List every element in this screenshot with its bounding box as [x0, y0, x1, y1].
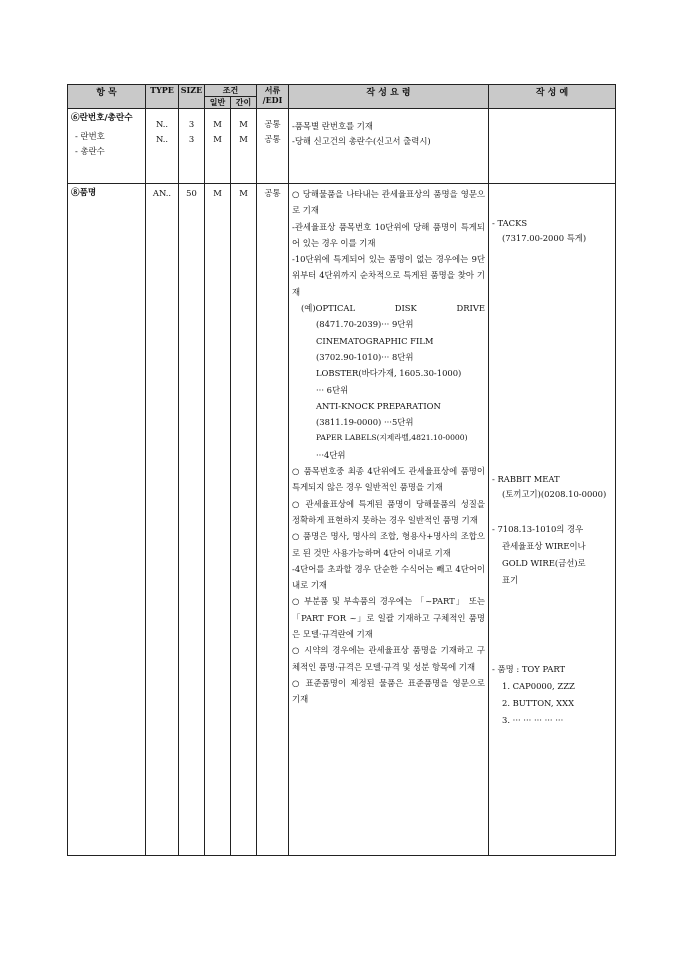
header-condition: 조건 [205, 85, 257, 97]
type-value: N.. [155, 134, 169, 144]
header-type: TYPE [146, 85, 179, 109]
example-tacks [492, 216, 586, 246]
guide-bullet: ○ 당해물품을 나타내는 관세율표상의 품명을 영문으로 기재 [292, 189, 485, 216]
header-doc: 서류 /EDI [257, 85, 289, 109]
table-row [68, 184, 616, 856]
guide-line: -4단어를 초과할 경우 단순한 수식어는 빼고 4단어이내로 기재 [292, 563, 485, 591]
header-guide: 작 성 요 령 [289, 85, 489, 109]
guide-line: -품목별 란번호를 기재 [292, 121, 373, 131]
example-cell [489, 184, 616, 856]
guide-bullet: ○ 품목번호중 최종 4단위에도 관세율표상에 품명이 특게되지 않은 경우 일반적인 품명을 기재 [292, 466, 485, 493]
example-rabbit [492, 472, 606, 502]
example-cell [489, 109, 616, 184]
example-line: - RABBIT MEAT [492, 474, 560, 484]
size-value: 3 [188, 119, 195, 129]
table-row [68, 109, 616, 184]
guide-bullet: ○ 표준품명이 제정된 물품은 표준품명을 영문으로 기재 [292, 677, 485, 705]
header-item: 항 목 [68, 85, 146, 109]
group-title: ⑥란번호/총란수 [71, 113, 133, 123]
item-name: - 총란수 [75, 146, 105, 156]
example-line: GOLD WIRE(금선)로 [502, 558, 586, 568]
guide-example: ··· 6단위 [316, 384, 349, 395]
guide-bullet: ○ 부분품 및 부속품의 경우에는 「~PART」 또는 「PART FOR ~」로 일괄 기재하고 구체적인 품명은 모델·규격란에 기재 [292, 596, 485, 640]
general-value: M [213, 188, 222, 198]
header-row [68, 85, 616, 97]
guide-line: -10단위에 특게되어 있는 품명이 없는 경우에는 9단위부터 4단위까지 순차적으로 특게된 품명을 찾아 기재 [292, 254, 485, 297]
guide-bullet: ○ 시약의 경우에는 관세율표상 품명을 기재하고 구체적인 품명·규격은 모델·규격 및 성분 항목에 기재 [292, 645, 485, 672]
simple-value: M [239, 188, 248, 198]
guide-bullet: ○ 관세율표상에 특게된 품명이 당해물품의 성질을 정확하게 표현하지 못하는 경우 일반적인 품명 기재 [292, 498, 485, 525]
guide-example: ···4단위 [316, 449, 346, 460]
guide-example: CINEMATOGRAPHIC FILM [316, 335, 434, 346]
size-value: 3 [188, 134, 195, 144]
item-cell [68, 109, 146, 184]
example-line: (토끼고기)(0208.10-0000) [502, 489, 607, 499]
type-value: N.. [155, 119, 169, 129]
header-example: 작 성 예 [489, 85, 616, 109]
size-value: 50 [186, 188, 197, 198]
group-title: ⑧품명 [71, 188, 97, 198]
doc-value: 공통 [264, 188, 281, 198]
header-cond-simple: 간이 [231, 97, 257, 109]
example-line: 2. BUTTON, XXX [502, 698, 575, 708]
simple-value: M [239, 119, 248, 129]
doc-value: 공통 [264, 134, 281, 144]
example-line: - TACKS [492, 218, 528, 228]
general-value: M [213, 134, 222, 144]
simple-value: M [239, 134, 248, 144]
guide-example: PAPER LABELS(지제라벨,4821.10-0000) [316, 433, 468, 443]
guide-line: -관세율표상 품목번호 10단위에 당해 품명이 특게되어 있는 경우 이를 기재 [292, 221, 485, 248]
guide-example: (3702.90-1010)··· 8단위 [316, 351, 414, 362]
guide-example: (예)OPTICAL DISK DRIVE [301, 303, 485, 314]
item-name: - 란번호 [75, 131, 105, 141]
example-line: (7317.00-2000 특게) [502, 233, 587, 243]
item-cell [68, 184, 146, 856]
example-line: - 7108.13-1010의 경우 [492, 524, 584, 534]
guide-example: (3811.19-0000) ···5단위 [316, 417, 414, 428]
general-value: M [213, 119, 222, 129]
guide-line: -당해 신고건의 총란수(신고서 출력시) [292, 136, 431, 146]
header-size: SIZE [179, 85, 205, 109]
guide-example: (8471.70-2039)··· 9단위 [316, 319, 414, 330]
doc-value: 공통 [264, 119, 281, 129]
form-table [67, 84, 616, 856]
type-value: AN.. [152, 188, 172, 198]
example-line: 표기 [502, 575, 519, 585]
example-line: 1. CAP0000, ZZZ [502, 681, 575, 691]
example-line: - 품명 : TOY PART [492, 664, 566, 674]
example-part [492, 661, 575, 729]
guide-bullet: ○ 품명은 명사, 명사의 조합, 형용사+명사의 조합으로 된 것만 사용가능하며 4단어 이내로 기재 [292, 531, 485, 558]
example-line: 관세율표상 WIRE이나 [502, 541, 586, 551]
guide-example: ANTI-KNOCK PREPARATION [316, 400, 441, 411]
header-cond-general: 일반 [205, 97, 231, 109]
example-line: 3. ··· ··· ··· ··· ··· [502, 715, 564, 725]
guide-cell [289, 184, 489, 856]
guide-example: LOBSTER(바다가재, 1605.30-1000) [316, 368, 462, 379]
example-wire [492, 521, 586, 589]
